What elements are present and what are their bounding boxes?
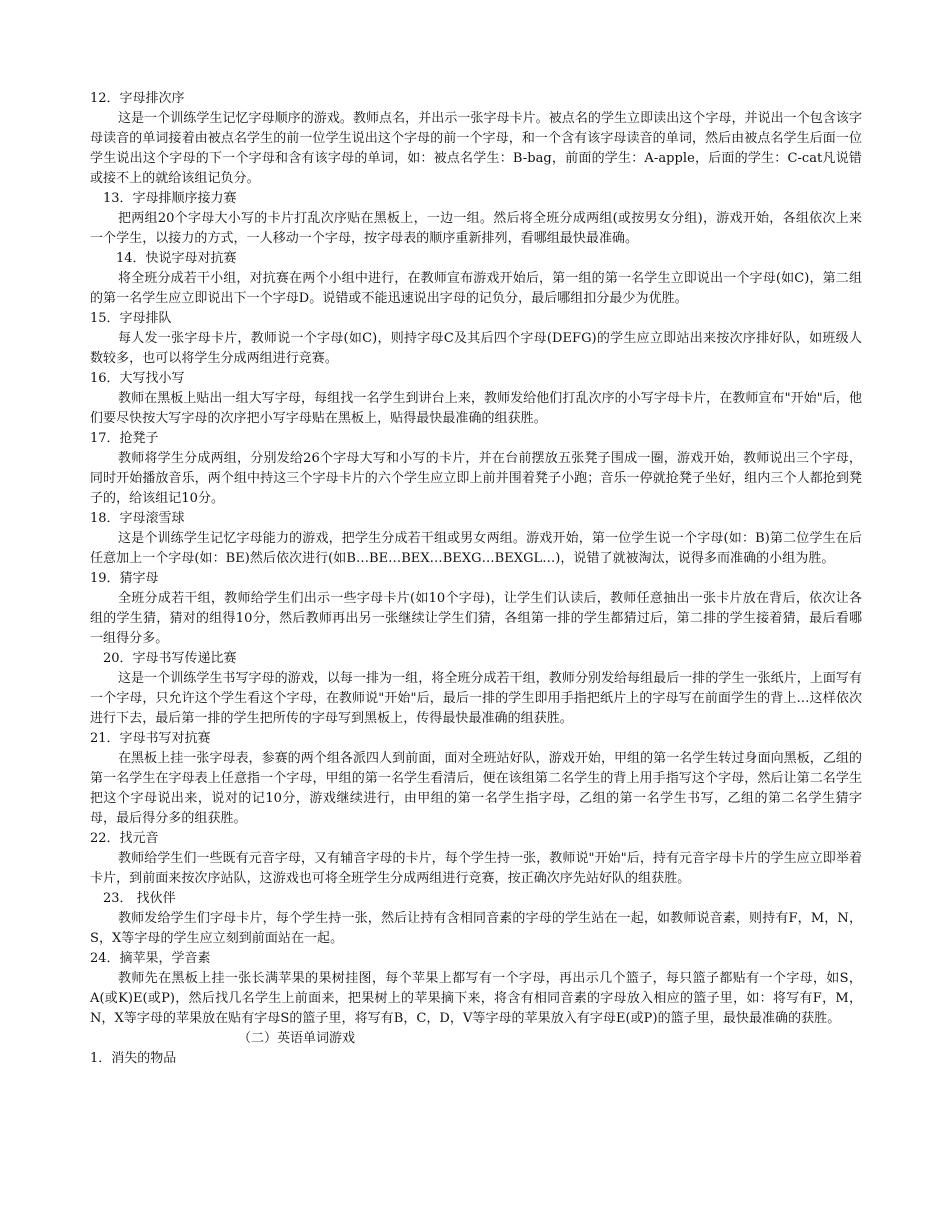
item-heading-24: 24．摘苹果，学音素 — [90, 951, 211, 966]
item-heading-1: 1．消失的物品 — [90, 1051, 177, 1066]
item-heading-22: 22．找元音 — [90, 831, 159, 846]
item-heading-15: 15．字母排队 — [90, 311, 172, 326]
item-body-17: 教师将学生分成两组，分别发给26个字母大写和小写的卡片，并在台前摆放五张凳子围成一圈，游戏开始，教师说出三个字母，同时开始播放音乐，两个组中持这三个字母卡片的六个学生应立即上前并围着凳子小跑；音乐一停就抢凳子坐好，组内三个人都抢到凳子的，给该组记10分。 — [90, 451, 862, 506]
item-heading-18: 18．字母滚雪球 — [90, 511, 185, 526]
item-body-14: 将全班分成若干小组，对抗赛在两个小组中进行，在教师宣布游戏开始后，第一组的第一名学生立即说出一个字母(如C)，第二组的第一名学生应立即说出下一个字母D。说错或不能迅速说出字母的记负分，最后哪组扣分最少为优胜。 — [90, 271, 862, 306]
item-body-16: 教师在黑板上贴出一组大写字母，每组找一名学生到讲台上来，教师发给他们打乱次序的小写字母卡片，在教师宣布"开始"后，他们要尽快按大写字母的次序把小写字母贴在黑板上，贴得最快最准确的组获胜。 — [90, 391, 862, 426]
item-heading-23: 23． 找伙伴 — [103, 891, 176, 906]
item-heading-16: 16．大写找小写 — [90, 371, 185, 386]
item-heading-21: 21．字母书写对抗赛 — [90, 731, 211, 746]
item-heading-20: 20．字母书写传递比赛 — [103, 651, 237, 666]
item-heading-13: 13．字母排顺序接力赛 — [103, 191, 237, 206]
item-body-15: 每人发一张字母卡片，教师说一个字母(如C)，则持字母C及其后四个字母(DEFG)的学生应立即站出来按次序排好队，如班级人数较多，也可以将学生分成两组进行竞赛。 — [90, 331, 862, 366]
item-body-23: 教师发给学生们字母卡片，每个学生持一张，然后让持有含相同音素的字母的学生站在一起，如教师说音素，则持有F，M，N，S，X等字母的学生应立刻到前面站在一起。 — [90, 911, 862, 946]
document-page — [90, 89, 862, 1069]
item-heading-14: 14．快说字母对抗赛 — [116, 251, 237, 266]
item-heading-12: 12．字母排次序 — [90, 91, 185, 106]
item-body-24: 教师先在黑板上挂一张长满苹果的果树挂图，每个苹果上都写有一个字母，再出示几个篮子，每只篮子都贴有一个字母，如S，A(或K)E(或P)，然后找几名学生上前面来，把果树上的苹果摘下来，将含有相同音素的字母放入相应的篮子里，如：将写有F，M，N，X等字母的苹果放在贴有字母S的篮子里，将写有B，C，D，V等字母的苹果放入有字母E(或P)的篮子里，最快最准确的获胜。 — [90, 971, 862, 1026]
item-body-20: 这是一个训练学生书写字母的游戏，以每一排为一组，将全班分成若干组，教师分别发给每组最后一排的学生一张纸片，上面写有一个字母，只允许这个学生看这个字母，在教师说"开始"后，最后一排的学生即用手指把纸片上的字母写在前面学生的背上…这样依次进行下去，最后第一排的学生把所传的字母写到黑板上，传得最快最准确的组获胜。 — [90, 671, 862, 726]
item-heading-17: 17．抢凳子 — [90, 431, 159, 446]
item-body-19: 全班分成若干组，教师给学生们出示一些字母卡片(如10个字母)，让学生们认读后，教师任意抽出一张卡片放在背后，依次让各组的学生猜，猜对的组得10分，然后教师再出另一张继续让学生们猜，各组第一排的学生都猜过后，第二排的学生接着猜，最后看哪一组得分多。 — [90, 591, 862, 646]
item-body-13: 把两组20个字母大小写的卡片打乱次序贴在黑板上，一边一组。然后将全班分成两组(或按男女分组)，游戏开始，各组依次上来一个学生，以接力的方式，一人移动一个字母，按字母表的顺序重新排列，看哪组最快最准确。 — [90, 211, 862, 246]
item-body-22: 教师给学生们一些既有元音字母，又有辅音字母的卡片，每个学生持一张，教师说"开始"后，持有元音字母卡片的学生应立即举着卡片，到前面来按次序站队，这游戏也可将全班学生分成两组进行竞赛，按正确次序先站好队的组获胜。 — [90, 851, 862, 886]
section-title: （二）英语单词游戏 — [238, 1031, 356, 1046]
item-body-12: 这是一个训练学生记忆字母顺序的游戏。教师点名，并出示一张字母卡片。被点名的学生立即读出这个字母，并说出一个包含该字母读音的单词接着由被点名学生的前一位学生说出这个字母的前一个字母，和一个含有该字母读音的单词，然后由被点名学生后面一位学生说出这个字母的下一个字母和含有该字母的单词，如：被点名学生：B-bag，前面的学生：A-apple，后面的学生：C-cat凡说错或接不上的就给该组记负分。 — [90, 111, 862, 186]
item-body-21: 在黑板上挂一张字母表，参赛的两个组各派四人到前面，面对全班站好队，游戏开始，甲组的第一名学生转过身面向黑板，乙组的第一名学生在字母表上任意指一个字母，甲组的第一名学生看清后，便在该组第二名学生的背上用手指写这个字母，然后让第二名学生把这个字母说出来，说对的记10分，游戏继续进行，由甲组的第一名学生指字母，乙组的第一名学生书写，乙组的第二名学生猜字母，最后得分多的组获胜。 — [90, 751, 862, 826]
item-heading-19: 19．猜字母 — [90, 571, 159, 586]
item-body-18: 这是个训练学生记忆字母能力的游戏，把学生分成若干组或男女两组。游戏开始，第一位学生说一个字母(如：B)第二位学生在后任意加上一个字母(如：BE)然后依次进行(如B…BE…BEX…BEXG…BEXGL…)，说错了就被淘汰，说得多而准确的小组为胜。 — [90, 531, 862, 566]
